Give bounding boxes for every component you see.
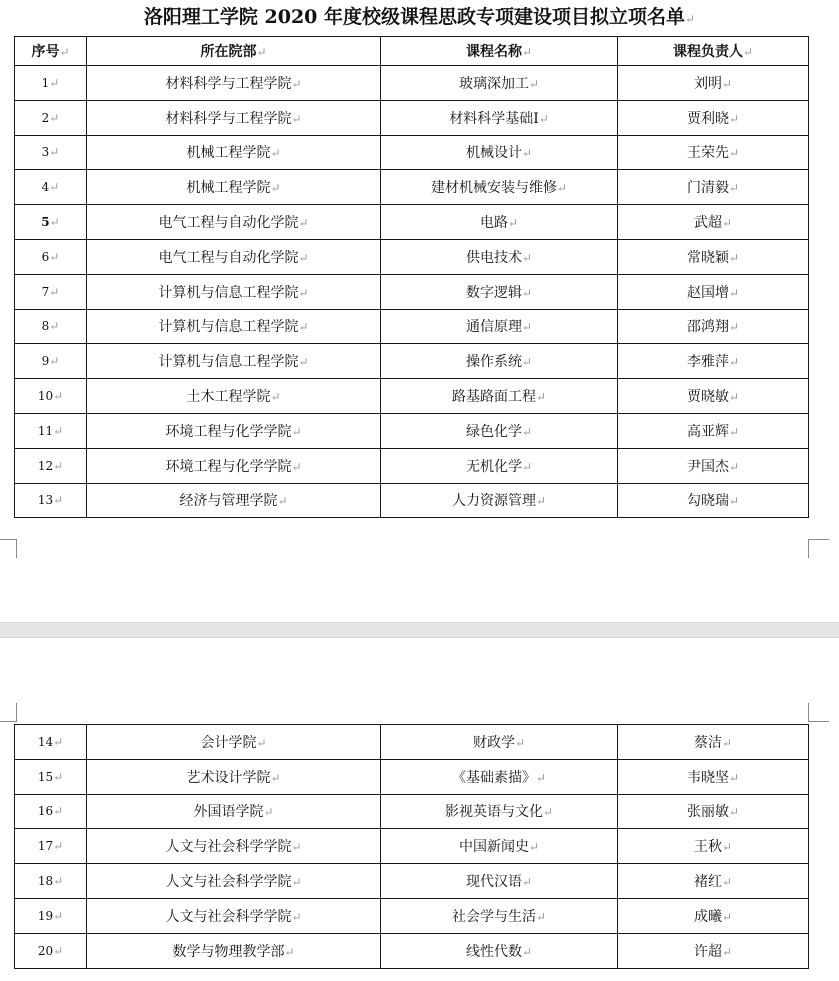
cell-lead[interactable] — [618, 794, 809, 829]
cell-lead[interactable] — [618, 898, 809, 933]
cell-lead-text: 刘明 — [693, 75, 722, 92]
table-row — [15, 205, 809, 240]
table-row — [15, 829, 809, 864]
cell-lead[interactable] — [618, 864, 809, 899]
paragraph-mark-icon: ↵ — [53, 908, 64, 923]
paragraph-mark-icon: ↵ — [521, 424, 533, 439]
paragraph-mark-icon: ↵ — [728, 390, 740, 405]
cell-course[interactable] — [381, 794, 618, 829]
table-row — [15, 66, 809, 101]
header-course-label: 课程名称 — [465, 44, 522, 60]
paragraph-mark-icon: ↵ — [728, 355, 740, 370]
cell-lead-text: 成曦 — [693, 908, 722, 925]
cell-index-text: 20 — [37, 943, 54, 958]
cell-course[interactable] — [381, 309, 618, 344]
table-row — [15, 170, 809, 205]
paragraph-mark-icon: ↵ — [521, 146, 533, 161]
paragraph-mark-icon: ↵ — [721, 875, 733, 890]
cell-lead-text: 李雅萍 — [686, 354, 729, 371]
cell-course[interactable] — [381, 829, 618, 864]
table-row — [15, 933, 809, 968]
paragraph-mark-icon: ↵ — [298, 285, 309, 300]
cell-lead-text: 尹国杰 — [686, 458, 729, 475]
cell-lead-text: 蔡洁 — [693, 734, 722, 751]
cell-college[interactable] — [87, 274, 381, 309]
paragraph-mark-icon: ↵ — [277, 494, 288, 509]
paragraph-mark-icon: ↵ — [53, 769, 64, 784]
paragraph-mark-icon: ↵ — [685, 12, 696, 26]
paragraph-mark-icon: ↵ — [521, 250, 533, 265]
paragraph-mark-icon: ↵ — [521, 875, 533, 890]
cell-lead-text: 高亚辉 — [686, 423, 729, 440]
paragraph-mark-icon: ↵ — [507, 216, 519, 231]
cell-college[interactable] — [87, 448, 381, 483]
cell-course[interactable] — [381, 933, 618, 968]
cell-index-text: 19 — [37, 908, 54, 923]
cell-course-text: 现代汉语 — [465, 874, 522, 891]
paragraph-mark-icon: ↵ — [284, 944, 295, 959]
cell-college[interactable] — [87, 100, 381, 135]
cell-lead-text: 张丽敏 — [686, 804, 729, 821]
paragraph-mark-icon: ↵ — [535, 909, 547, 924]
paragraph-mark-icon: ↵ — [528, 76, 540, 91]
table-row — [15, 309, 809, 344]
cell-index-text: 14 — [37, 734, 54, 749]
header-lead[interactable] — [618, 37, 809, 66]
cell-college[interactable] — [87, 66, 381, 101]
cell-index[interactable] — [15, 135, 87, 170]
cell-index-text: 3 — [41, 145, 50, 160]
cell-index[interactable] — [15, 309, 87, 344]
cell-lead-text: 武超 — [693, 215, 722, 232]
cell-course-text: 操作系统 — [465, 354, 522, 371]
cell-index-text: 8 — [41, 319, 50, 334]
cell-course-text: 财政学 — [472, 734, 515, 751]
document-title-text: 洛阳理工学院 2020 年度校级课程思政专项建设项目拟立项名单 — [143, 6, 686, 28]
paragraph-mark-icon: ↵ — [556, 181, 568, 196]
cell-index[interactable] — [15, 829, 87, 864]
table-row — [15, 864, 809, 899]
cell-college[interactable] — [87, 170, 381, 205]
cell-college-text: 人文与社会科学学院 — [165, 908, 292, 925]
cell-course[interactable] — [381, 274, 618, 309]
cell-lead[interactable] — [618, 239, 809, 274]
cell-lead[interactable] — [618, 379, 809, 414]
paragraph-mark-icon: ↵ — [291, 909, 302, 924]
paragraph-mark-icon: ↵ — [256, 45, 267, 59]
paragraph-mark-icon: ↵ — [721, 735, 733, 750]
cell-index[interactable] — [15, 898, 87, 933]
paragraph-mark-icon: ↵ — [291, 875, 302, 890]
cell-college[interactable] — [87, 344, 381, 379]
paragraph-mark-icon: ↵ — [53, 458, 64, 473]
cell-lead[interactable] — [618, 274, 809, 309]
cell-index-text: 11 — [37, 423, 54, 438]
table-row — [15, 344, 809, 379]
paragraph-mark-icon: ↵ — [53, 423, 64, 438]
cell-index[interactable] — [15, 66, 87, 101]
paragraph-mark-icon: ↵ — [728, 111, 740, 126]
document-title — [0, 4, 839, 30]
cell-course[interactable] — [381, 100, 618, 135]
page-break-gap — [0, 622, 839, 638]
cell-college[interactable] — [87, 205, 381, 240]
cell-college-text: 会计学院 — [200, 734, 257, 751]
cell-index[interactable] — [15, 794, 87, 829]
cell-lead[interactable] — [618, 759, 809, 794]
cell-index-text: 9 — [41, 354, 50, 369]
paragraph-mark-icon: ↵ — [49, 75, 60, 90]
cell-college-text: 外国语学院 — [193, 804, 264, 821]
cell-lead-text: 赵国增 — [686, 284, 729, 301]
table-row — [15, 483, 809, 518]
cell-course[interactable] — [381, 898, 618, 933]
paragraph-mark-icon: ↵ — [291, 111, 302, 126]
cell-college[interactable] — [87, 898, 381, 933]
cell-index[interactable] — [15, 933, 87, 968]
paragraph-mark-icon: ↵ — [53, 943, 64, 958]
cell-index-text: 18 — [37, 874, 54, 889]
cell-course-text: 线性代数 — [465, 943, 522, 960]
paragraph-mark-icon: ↵ — [728, 250, 740, 265]
cell-course-text: 路基路面工程 — [451, 389, 536, 406]
cell-course-text: 玻璃深加工 — [458, 75, 529, 92]
table-row — [15, 135, 809, 170]
cell-index-text: 16 — [37, 804, 54, 819]
paragraph-mark-icon: ↵ — [256, 735, 267, 750]
cell-index-text: 2 — [41, 110, 50, 125]
page-corner-mark — [808, 539, 829, 558]
cell-index[interactable] — [15, 170, 87, 205]
paragraph-mark-icon: ↵ — [514, 735, 526, 750]
cell-lead[interactable] — [618, 344, 809, 379]
cell-college-text: 机械工程学院 — [186, 180, 271, 197]
cell-college[interactable] — [87, 309, 381, 344]
cell-course-text: 《基础素描》 — [451, 769, 536, 786]
cell-lead[interactable] — [618, 483, 809, 518]
cell-lead[interactable] — [618, 205, 809, 240]
cell-course-text: 建材机械安装与维修 — [430, 180, 557, 197]
paragraph-mark-icon: ↵ — [728, 805, 740, 820]
paragraph-mark-icon: ↵ — [538, 111, 549, 126]
table-row — [15, 898, 809, 933]
cell-course-text: 材料科学基础Ⅰ — [449, 110, 539, 127]
paragraph-mark-icon: ↵ — [721, 216, 733, 231]
paragraph-mark-icon: ↵ — [521, 285, 533, 300]
paragraph-mark-icon: ↵ — [728, 424, 740, 439]
paragraph-mark-icon: ↵ — [291, 76, 302, 91]
cell-course[interactable] — [381, 170, 618, 205]
cell-college[interactable] — [87, 239, 381, 274]
cell-course-text: 影视英语与文化 — [444, 804, 543, 821]
paragraph-mark-icon: ↵ — [521, 45, 533, 59]
cell-lead[interactable] — [618, 135, 809, 170]
cell-lead[interactable] — [618, 933, 809, 968]
table-row — [15, 379, 809, 414]
paragraph-mark-icon: ↵ — [270, 181, 281, 196]
cell-index[interactable] — [15, 483, 87, 518]
paragraph-mark-icon: ↵ — [53, 493, 64, 508]
paragraph-mark-icon: ↵ — [535, 770, 547, 785]
paragraph-mark-icon: ↵ — [521, 944, 533, 959]
cell-college[interactable] — [87, 135, 381, 170]
cell-course-text: 数字逻辑 — [465, 284, 522, 301]
cell-college[interactable] — [87, 759, 381, 794]
cell-lead[interactable] — [618, 725, 809, 760]
cell-lead[interactable] — [618, 170, 809, 205]
paragraph-mark-icon: ↵ — [521, 320, 533, 335]
paragraph-mark-icon: ↵ — [49, 284, 60, 299]
cell-college-text: 电气工程与自动化学院 — [158, 249, 299, 266]
paragraph-mark-icon: ↵ — [728, 146, 740, 161]
cell-course[interactable] — [381, 725, 618, 760]
header-index[interactable] — [15, 37, 87, 66]
paragraph-mark-icon: ↵ — [521, 459, 533, 474]
cell-course-text: 人力资源管理 — [451, 493, 536, 510]
cell-index-text: 10 — [37, 389, 54, 404]
page-corner-mark — [0, 703, 17, 722]
cell-college-text: 机械工程学院 — [186, 145, 271, 162]
cell-college[interactable] — [87, 829, 381, 864]
page-corner-mark — [0, 539, 17, 558]
cell-college-text: 人文与社会科学学院 — [165, 839, 292, 856]
paragraph-mark-icon: ↵ — [721, 840, 733, 855]
cell-college[interactable] — [87, 794, 381, 829]
cell-lead-text: 邵鸿翔 — [686, 319, 729, 336]
paragraph-mark-icon: ↵ — [49, 319, 60, 334]
cell-index-text: 1 — [41, 75, 50, 90]
cell-lead-text: 韦晓坚 — [686, 769, 729, 786]
project-table-page-1 — [14, 36, 809, 518]
cell-lead[interactable] — [618, 413, 809, 448]
table-row — [15, 725, 809, 760]
cell-course-text: 中国新闻史 — [458, 839, 529, 856]
cell-college-text: 土木工程学院 — [186, 389, 271, 406]
cell-college-text: 环境工程与化学学院 — [165, 423, 292, 440]
cell-course[interactable] — [381, 66, 618, 101]
paragraph-mark-icon: ↵ — [53, 839, 64, 854]
paragraph-mark-icon: ↵ — [728, 320, 740, 335]
paragraph-mark-icon: ↵ — [291, 459, 302, 474]
cell-college[interactable] — [87, 933, 381, 968]
table-row — [15, 794, 809, 829]
cell-course[interactable] — [381, 483, 618, 518]
paragraph-mark-icon: ↵ — [270, 770, 281, 785]
paragraph-mark-icon: ↵ — [721, 909, 733, 924]
cell-college-text: 人文与社会科学学院 — [165, 874, 292, 891]
cell-course-text: 机械设计 — [465, 145, 522, 162]
cell-lead[interactable] — [618, 309, 809, 344]
cell-college-text: 计算机与信息工程学院 — [158, 319, 299, 336]
cell-course[interactable] — [381, 379, 618, 414]
paragraph-mark-icon: ↵ — [49, 215, 60, 230]
cell-lead[interactable] — [618, 829, 809, 864]
cell-lead-text: 贾晓敏 — [686, 389, 729, 406]
table-header-row — [15, 37, 809, 66]
paragraph-mark-icon: ↵ — [728, 181, 740, 196]
cell-index[interactable] — [15, 274, 87, 309]
cell-college[interactable] — [87, 413, 381, 448]
paragraph-mark-icon: ↵ — [53, 389, 64, 404]
cell-lead-text: 门清毅 — [686, 180, 729, 197]
cell-college[interactable] — [87, 379, 381, 414]
page-corner-mark — [808, 703, 829, 722]
cell-index-text: 15 — [37, 769, 54, 784]
table-row — [15, 274, 809, 309]
header-college-label: 所在院部 — [200, 44, 257, 60]
cell-index[interactable] — [15, 448, 87, 483]
cell-index[interactable] — [15, 379, 87, 414]
paragraph-mark-icon: ↵ — [721, 76, 733, 91]
cell-college-text: 计算机与信息工程学院 — [158, 284, 299, 301]
cell-index-text: 6 — [41, 249, 50, 264]
table-row — [15, 759, 809, 794]
cell-index[interactable] — [15, 239, 87, 274]
cell-index[interactable] — [15, 100, 87, 135]
paragraph-mark-icon: ↵ — [270, 390, 281, 405]
cell-college[interactable] — [87, 725, 381, 760]
cell-course[interactable] — [381, 759, 618, 794]
paragraph-mark-icon: ↵ — [49, 354, 60, 369]
paragraph-mark-icon: ↵ — [291, 424, 302, 439]
paragraph-mark-icon: ↵ — [263, 805, 274, 820]
cell-index[interactable] — [15, 205, 87, 240]
paragraph-mark-icon: ↵ — [728, 459, 740, 474]
cell-index-text: 17 — [37, 839, 54, 854]
cell-course[interactable] — [381, 344, 618, 379]
cell-course[interactable] — [381, 205, 618, 240]
cell-lead-text: 王秋 — [693, 839, 722, 856]
cell-college-text: 电气工程与自动化学院 — [158, 215, 299, 232]
project-table-page-2 — [14, 724, 809, 969]
cell-index[interactable] — [15, 725, 87, 760]
cell-college-text: 环境工程与化学学院 — [165, 458, 292, 475]
cell-college[interactable] — [87, 483, 381, 518]
cell-course-text: 电路 — [479, 215, 508, 232]
paragraph-mark-icon: ↵ — [728, 494, 740, 509]
paragraph-mark-icon: ↵ — [53, 734, 64, 749]
cell-college-text: 数学与物理教学部 — [172, 943, 285, 960]
cell-college-text: 艺术设计学院 — [186, 769, 271, 786]
cell-lead-text: 褚红 — [693, 874, 722, 891]
cell-college-text: 经济与管理学院 — [179, 493, 278, 510]
paragraph-mark-icon: ↵ — [49, 145, 60, 160]
paragraph-mark-icon: ↵ — [535, 390, 547, 405]
header-index-label: 序号 — [31, 44, 60, 60]
cell-index-text: 4 — [41, 180, 50, 195]
cell-course[interactable] — [381, 864, 618, 899]
cell-course[interactable] — [381, 239, 618, 274]
paragraph-mark-icon: ↵ — [53, 874, 64, 889]
cell-index[interactable] — [15, 344, 87, 379]
cell-course-text: 供电技术 — [465, 249, 522, 266]
cell-college[interactable] — [87, 864, 381, 899]
paragraph-mark-icon: ↵ — [721, 944, 733, 959]
cell-lead[interactable] — [618, 66, 809, 101]
cell-course-text: 社会学与生活 — [451, 908, 536, 925]
cell-lead[interactable] — [618, 100, 809, 135]
cell-index-text: 7 — [41, 284, 50, 299]
cell-index[interactable] — [15, 759, 87, 794]
paragraph-mark-icon: ↵ — [528, 840, 540, 855]
paragraph-mark-icon: ↵ — [49, 249, 60, 264]
header-course[interactable] — [381, 37, 618, 66]
paragraph-mark-icon: ↵ — [298, 320, 309, 335]
paragraph-mark-icon: ↵ — [728, 770, 740, 785]
paragraph-mark-icon: ↵ — [270, 146, 281, 161]
cell-college-text: 材料科学与工程学院 — [165, 75, 292, 92]
cell-lead-text: 常晓颖 — [686, 249, 729, 266]
paragraph-mark-icon: ↵ — [298, 355, 309, 370]
paragraph-mark-icon: ↵ — [49, 180, 60, 195]
paragraph-mark-icon: ↵ — [298, 250, 309, 265]
header-lead-label: 课程负责人 — [672, 44, 743, 60]
paragraph-mark-icon: ↵ — [291, 840, 302, 855]
table-row — [15, 448, 809, 483]
paragraph-mark-icon: ↵ — [298, 216, 309, 231]
cell-course-text: 绿色化学 — [465, 423, 522, 440]
cell-index-text: 12 — [37, 458, 54, 473]
paragraph-mark-icon: ↵ — [742, 45, 754, 59]
cell-index-text: 5 — [41, 215, 50, 230]
cell-course[interactable] — [381, 448, 618, 483]
cell-index-text: 13 — [37, 493, 54, 508]
table-row — [15, 239, 809, 274]
table-row — [15, 413, 809, 448]
cell-lead-text: 勾晓瑞 — [686, 493, 729, 510]
cell-lead[interactable] — [618, 448, 809, 483]
cell-course-text: 通信原理 — [465, 319, 522, 336]
cell-course-text: 无机化学 — [465, 458, 522, 475]
paragraph-mark-icon: ↵ — [542, 805, 554, 820]
paragraph-mark-icon: ↵ — [535, 494, 547, 509]
cell-index[interactable] — [15, 864, 87, 899]
table-row — [15, 100, 809, 135]
cell-lead-text: 贾利晓 — [686, 110, 729, 127]
paragraph-mark-icon: ↵ — [59, 45, 70, 59]
paragraph-mark-icon: ↵ — [521, 355, 533, 370]
header-college[interactable] — [87, 37, 381, 66]
cell-course[interactable] — [381, 135, 618, 170]
cell-college-text: 材料科学与工程学院 — [165, 110, 292, 127]
paragraph-mark-icon: ↵ — [728, 285, 740, 300]
cell-college-text: 计算机与信息工程学院 — [158, 354, 299, 371]
paragraph-mark-icon: ↵ — [49, 110, 60, 125]
cell-lead-text: 许超 — [693, 943, 722, 960]
cell-lead-text: 王荣先 — [686, 145, 729, 162]
cell-index[interactable] — [15, 413, 87, 448]
cell-course[interactable] — [381, 413, 618, 448]
paragraph-mark-icon: ↵ — [53, 804, 64, 819]
